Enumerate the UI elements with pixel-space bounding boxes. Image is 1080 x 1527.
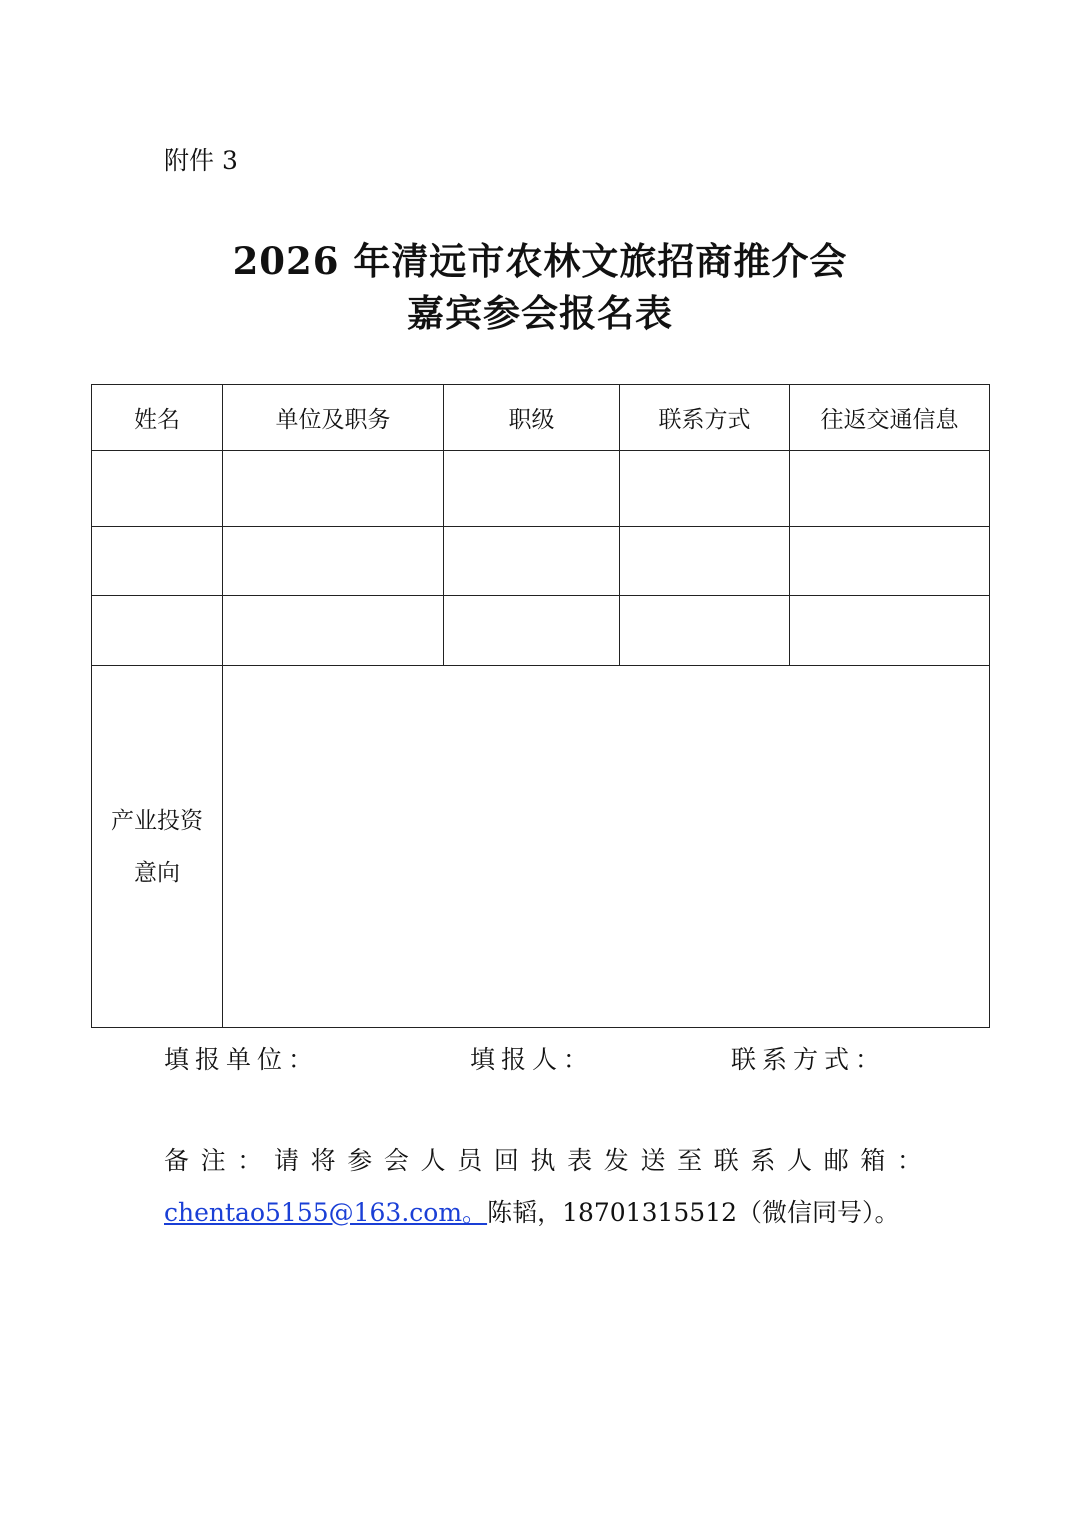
transport-cell[interactable]	[790, 596, 990, 666]
contact-cell[interactable]	[620, 596, 790, 666]
transport-cell[interactable]	[790, 527, 990, 596]
investment-intent-row	[92, 666, 990, 1028]
unit-position-cell[interactable]	[223, 596, 444, 666]
intent-label-line1: 产业投资	[111, 807, 203, 834]
table-row	[92, 527, 990, 596]
remarks-line: 备注：请将参会人员回执表发送至联系人邮箱：	[164, 1146, 924, 1175]
column-header-name: 姓名	[92, 385, 223, 451]
column-header-contact: 联系方式	[620, 385, 790, 451]
contact-cell[interactable]	[620, 527, 790, 596]
table-row	[92, 596, 990, 666]
page-title: 2026 年清远市农林文旅招商推介会	[232, 239, 848, 283]
transport-cell[interactable]	[790, 451, 990, 527]
table-row	[92, 451, 990, 527]
attachment-label: 附件 3	[164, 146, 238, 175]
name-cell[interactable]	[92, 527, 223, 596]
name-cell[interactable]	[92, 451, 223, 527]
investment-intent-label	[92, 666, 223, 1028]
fill-person-label: 填报人：	[470, 1045, 595, 1074]
name-cell[interactable]	[92, 596, 223, 666]
unit-position-cell[interactable]	[223, 527, 444, 596]
investment-intent-field[interactable]	[223, 666, 990, 1028]
contact-info-line	[164, 1195, 900, 1231]
rank-cell[interactable]	[444, 596, 620, 666]
unit-position-cell[interactable]	[223, 451, 444, 527]
column-header-rank: 职级	[444, 385, 620, 451]
registration-table	[91, 384, 990, 1028]
rank-cell[interactable]	[444, 451, 620, 527]
column-header-unit-position: 单位及职务	[223, 385, 444, 451]
fill-contact-label: 联系方式：	[731, 1045, 887, 1074]
table-header-row	[92, 385, 990, 451]
fill-unit-label: 填报单位：	[164, 1045, 320, 1074]
column-header-transport: 往返交通信息	[790, 385, 990, 451]
page-subtitle: 嘉宾参会报名表	[407, 291, 673, 335]
contact-person: 陈韬，18701315512（微信同号）。	[487, 1198, 900, 1227]
rank-cell[interactable]	[444, 527, 620, 596]
email-link[interactable]: chentao5155@163.com。	[164, 1198, 488, 1227]
contact-cell[interactable]	[620, 451, 790, 527]
intent-label-line2: 意向	[134, 859, 180, 886]
